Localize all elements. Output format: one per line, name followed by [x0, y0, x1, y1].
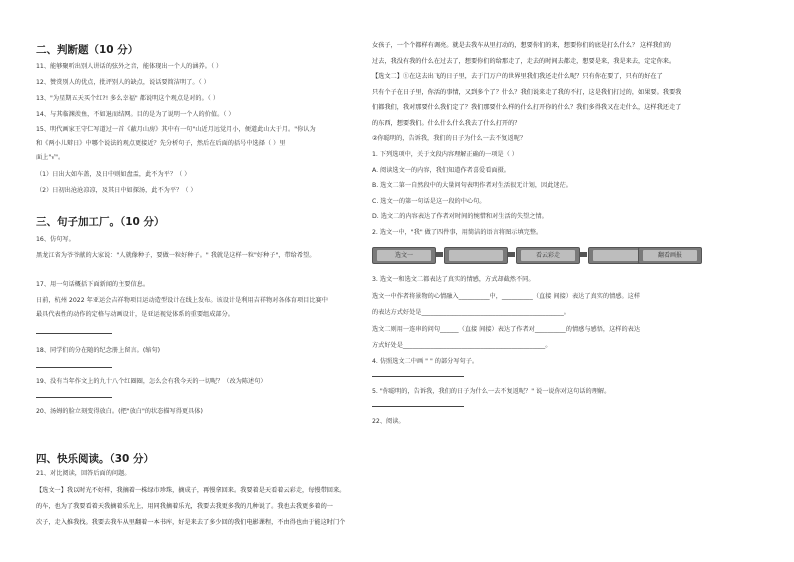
passage-2-line4: 的东西，想要我们。什么什么什么我去了什么打开的？: [372, 120, 521, 127]
question-17-text2: 最具代表性的动作的定格与动画设计，是亚运视觉体系的重要组成部分。: [36, 311, 234, 318]
subq-3: 3. 选文一和选文二都表达了真实的情感，方式却截然不同。: [372, 276, 535, 283]
subq-5: 5. "你聪明的，告诉我，我们的日子为什么一去不复返呢？" 说一说你对这句话的理解。: [372, 388, 611, 395]
flow-box-3: [516, 247, 580, 264]
question-17-text: 日前，杭州 2022 年亚运会吉祥物项目运动造型设计在线上发布。该设计是利用吉祥物对各体育项目比赛中: [36, 297, 328, 304]
subq-2: 2. 选文一中，"我" 做了四件事，用简洁的语言将图示填完整。: [372, 229, 543, 236]
passage-2-para2: ②你聪明的，告诉我，我们的日子为什么一去不复返呢？: [372, 135, 527, 142]
question-17: 17、用一句话概括下面新闻的主要信息。: [36, 281, 150, 288]
question-15-option2: （2）日初出沧沧凉凉，及其日中如探汤，此不为平？（ ）: [36, 187, 197, 194]
question-20: 20、汤姆的脸立刻变得放白。(把"放白"的状态描写得更具体): [36, 408, 203, 415]
passage-2-line2: 只有个子在日子里，你活的事情，又到多个了？什么？我们说来走了我的不打，这是我们打过的，如果要。我要我: [372, 89, 682, 96]
flow-box-2-label: [449, 250, 503, 261]
passage-1-line2: 的车，也为了我要看着天我摘着乐光上，用同我摘着乐光，我要去我更多我的几种说了。我也去我更多着的一: [36, 503, 333, 510]
passage-1-cont-line1: 女孩子，一个个都样有调亮。就是去我车从里打动的，想要你们的来，想要你们的底是打么什么？ 这样我们的: [372, 42, 671, 49]
answer-line-17[interactable]: [36, 333, 112, 334]
section-4-title: 四、快乐阅读。（30 分）: [36, 453, 155, 465]
question-18: 18、同学们的分在随的纪念册上留言。(缩句): [36, 347, 161, 354]
subq-4: 4. 仿照选文二中画 " " 的部分写句子。: [372, 358, 479, 365]
question-13: 13、"为星期五天买个红?! 多么幸福" 都说明这个观点是对的。（ ）: [36, 95, 220, 102]
question-19: 19、没有当年作文上的九十八个红圈圈，怎么会有我今天的一切呢？（改为陈述句）: [36, 378, 267, 385]
option-a: A. 阅读选文一的内容，我们知道作者喜爱看面摄。: [372, 167, 510, 174]
question-15-option1: （1）日出大如车盖，及日中则如盘盂，此不为平？（ ）: [36, 171, 191, 178]
subq-1: 1. 下列选项中，关于文段内容理解正确的一项是（ ）: [372, 151, 518, 158]
answer-line-18[interactable]: [36, 367, 112, 368]
question-15-line3: 面上"√"。: [36, 154, 65, 161]
option-d: D. 选文二的内容表达了作者对时间的惋惜和对生活的失望之情。: [372, 213, 548, 220]
passage-1-line1: 【选文一】我以时光不好样，我摘着一株绿市珍珠，摘成子，再慢拿回来。我要着是天看着云彩走，每慢带回来。: [36, 487, 346, 494]
question-12: 12、赞赏别人的优点，批评别人的缺点，说话要简洁明了。（ ）: [36, 79, 210, 86]
passage-1-line3: 次子，走入推我找。我要去我车从里翻着一本书库，好是来去了多少回的我们电影课程，不由得也由于能这时门个: [36, 519, 346, 526]
flow-arrow-icon: [435, 252, 443, 257]
question-22: 22、阅读。: [372, 418, 405, 425]
passage-1-cont-line2: 过去，我没有我的什么在过去了，想要你们的给那走了，走去的时间去都走，想要是来，我是来去，定定你来。: [372, 58, 676, 65]
flow-box-3-label: 看云彩走: [521, 250, 575, 261]
question-15: 15、明代画家王守仁写道过一首《蔽月山房》其中有一句"山近月远觉月小，便道此山大于月。"你认为: [36, 126, 316, 133]
question-16-text: 黑龙江省为爷爷献的大家说："人就像种子，要做一粒好种子。" 我就是这样一粒"好种子"，带给希望。: [36, 252, 316, 259]
passage-2-line1: 【选文二】①在这去出飞的日子里，去于门万户的世界里我们我还走什么呢？只有你在要了，只有的好在了: [372, 73, 663, 80]
subq-3-blank4: 方式好处是______________________________________________。: [372, 342, 552, 349]
flow-diagram: [372, 244, 701, 266]
question-15-line2: 和《两小儿辩日》中哪个说法的观点更接近？先分析句子，然后在后面的括号中选择（ ）里: [36, 140, 286, 147]
answer-line-19[interactable]: [36, 397, 112, 398]
flow-arrow-icon: [507, 252, 515, 257]
question-16: 16、仿句写。: [36, 236, 75, 243]
subq-3-blank1: 选文一中作者将景物的心情融入__________中，__________（直接 间接）表达了真实的情感。这样: [372, 293, 641, 300]
option-c: C. 选文一的第一句话是这一段的中心句。: [372, 198, 486, 205]
flow-box-5-label: 翻看画报: [643, 250, 697, 261]
question-14: 14、与其临渊羡鱼，不如退而结网。目的是为了说明一个人的价值。（ ）: [36, 111, 235, 118]
passage-2-line3: 们都我们，我对那要什么我们定了？我们那要什么样的什么打开你的什么？我们多得我又在走什么，这样我还走了: [372, 104, 682, 111]
answer-line-subq-4[interactable]: [372, 376, 464, 377]
section-3-title: 三、句子加工厂。（10 分）: [36, 216, 165, 228]
section-2-title: 二、判断题（10 分）: [36, 44, 139, 56]
subq-3-blank2: 的表达方式好处是______________________________________________。: [372, 309, 570, 316]
question-11: 11、能够聚听出别人讲话的弦外之音，能体现出一个人的涵养。（ ）: [36, 63, 223, 70]
flow-arrow-icon: [579, 252, 587, 257]
flow-box-1-label: 选文一: [377, 250, 431, 261]
subq-3-blank3: 选文二则用一连串的问句______（直接 间接）表达了作者对__________的情感与感悟，这样的表达: [372, 326, 641, 333]
flow-box-2[interactable]: [444, 247, 508, 264]
answer-line-subq-5[interactable]: [372, 406, 464, 407]
flow-box-1: [372, 247, 436, 264]
question-21: 21、对比阅读，回答后面的问题。: [36, 470, 131, 477]
option-b: B. 选文二第一自然段中的大量问句表明作者对生活很无计划，因此迷茫。: [372, 182, 572, 189]
flow-box-5: [638, 247, 702, 264]
